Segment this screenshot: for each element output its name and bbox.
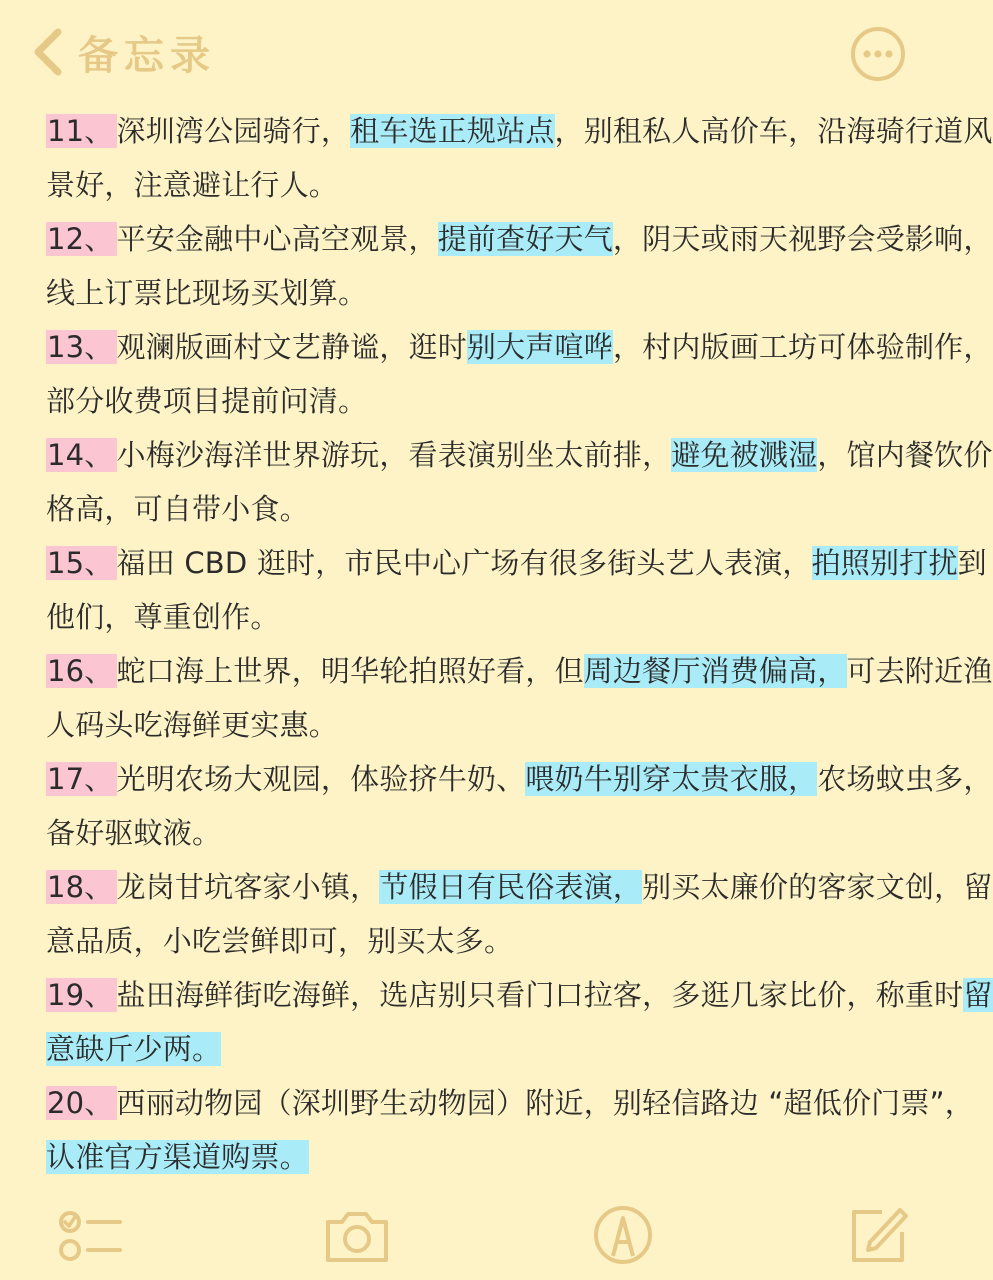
camera-icon (322, 1204, 392, 1266)
highlighted-text: 认准官方渠道购票。 (46, 1140, 309, 1174)
note-line (46, 968, 993, 1022)
note-text: 福田 CBD 逛时，市民中心广场有很多街头艺人表演， (116, 546, 812, 580)
note-text: 小梅沙海洋世界游玩，看表演别坐太前排， (116, 438, 672, 472)
note-text: 蛇口海上世界，明华轮拍照好看，但 (116, 654, 584, 688)
item-number: 15、 (46, 546, 117, 580)
note-line (46, 1022, 916, 1076)
note-text: 平安金融中心高空观景， (116, 222, 438, 256)
pen-markup-icon (588, 1204, 658, 1266)
highlighted-text: 提前查好天气 (437, 222, 613, 256)
note-text: 别买太廉价的客家文创，留 (642, 870, 993, 904)
item-number: 19、 (46, 978, 117, 1012)
note-text: 到 (957, 546, 987, 580)
more-button[interactable] (850, 26, 906, 82)
note-text: 龙岗甘坑客家小镇， (116, 870, 380, 904)
nav-bar (0, 0, 960, 105)
note-text: 人码头吃海鲜更实惠。 (46, 708, 339, 742)
note-text: 深圳湾公园骑行， (116, 114, 351, 148)
compose-button[interactable] (842, 1204, 912, 1266)
note-line (46, 752, 993, 806)
note-text: ，村内版画工坊可体验制作， (612, 330, 993, 364)
camera-button[interactable] (322, 1204, 392, 1266)
checklist-button[interactable] (58, 1204, 128, 1266)
note-line (46, 590, 916, 644)
chevron-left-icon (28, 24, 68, 80)
highlighted-text: 租车选正规站点 (350, 114, 555, 148)
back-label: 备忘录 (78, 32, 216, 79)
note-line (46, 914, 916, 968)
highlighted-text: 别大声喧哗 (466, 330, 613, 364)
more-icon (850, 26, 906, 82)
note-text: ，馆内餐饮价 (817, 438, 993, 472)
highlighted-text: 喂奶牛别穿太贵衣服， (525, 762, 818, 796)
item-number: 18、 (46, 870, 117, 904)
note-text: 他们，尊重创作。 (46, 600, 280, 634)
item-number: 12、 (46, 222, 117, 256)
note-text: 部分收费项目提前问清。 (46, 384, 368, 418)
note-body[interactable] (46, 104, 993, 1184)
note-line (46, 698, 916, 752)
note-text: ，阴天或雨天视野会受影响， (612, 222, 993, 256)
note-text: 线上订票比现场买划算。 (46, 276, 368, 310)
note-line (46, 860, 993, 914)
highlighted-text: 拍照别打扰 (811, 546, 958, 580)
note-text: 意品质，小吃尝鲜即可，别买太多。 (46, 924, 514, 958)
note-text: 格高，可自带小食。 (46, 492, 309, 526)
item-number: 11、 (46, 114, 117, 148)
note-line (46, 536, 987, 590)
note-line (46, 374, 916, 428)
highlighted-text: 留 (963, 978, 993, 1012)
note-line (46, 482, 916, 536)
note-text: ，别租私人高价车，沿海骑行道风 (554, 114, 993, 148)
markup-button[interactable] (588, 1204, 658, 1266)
note-line (46, 1076, 974, 1130)
highlighted-text: 意缺斤少两。 (46, 1032, 222, 1066)
note-text: 光明农场大观园，体验挤牛奶、 (116, 762, 526, 796)
note-text: 西丽动物园（深圳野生动物园）附近，别轻信路边 “超低价门票”， (116, 1086, 974, 1120)
note-text: 观澜版画村文艺静谧，逛时 (116, 330, 467, 364)
highlighted-text: 避免被溅湿 (671, 438, 818, 472)
item-number: 16、 (46, 654, 117, 688)
note-line (46, 806, 916, 860)
highlighted-text: 周边餐厅消费偏高， (583, 654, 847, 688)
item-number: 14、 (46, 438, 117, 472)
note-line (46, 266, 916, 320)
checklist-icon (58, 1204, 128, 1266)
note-text: 备好驱蚊液。 (46, 816, 222, 850)
note-line (46, 158, 916, 212)
note-line (46, 104, 993, 158)
item-number: 20、 (46, 1086, 117, 1120)
compose-icon (842, 1204, 912, 1266)
highlighted-text: 节假日有民俗表演， (379, 870, 643, 904)
back-button[interactable] (28, 22, 216, 82)
note-line (46, 1130, 916, 1184)
note-line (46, 644, 993, 698)
note-line (46, 428, 993, 482)
item-number: 17、 (46, 762, 117, 796)
note-text: 景好，注意避让行人。 (46, 168, 339, 202)
note-text: 盐田海鲜街吃海鲜，选店别只看门口拉客，多逛几家比价，称重时 (116, 978, 964, 1012)
item-number: 13、 (46, 330, 117, 364)
bottom-toolbar (0, 1190, 960, 1280)
note-text: 农场蚊虫多， (817, 762, 993, 796)
note-line (46, 212, 993, 266)
note-line (46, 320, 993, 374)
note-text: 可去附近渔 (846, 654, 993, 688)
